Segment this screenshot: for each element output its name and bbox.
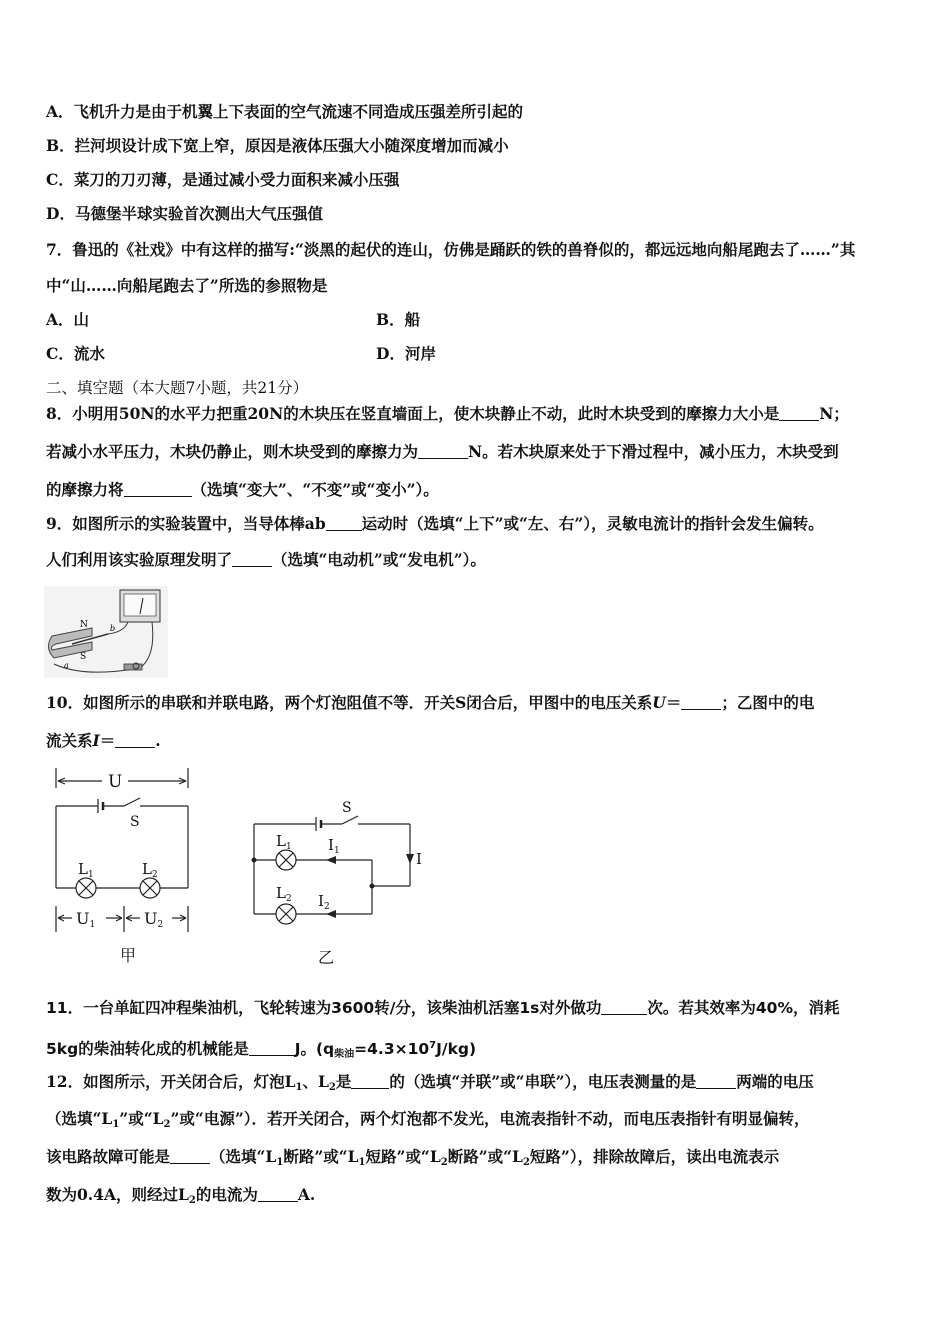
q9-blank-1[interactable] (326, 515, 362, 531)
label-yi: 乙 (318, 948, 335, 967)
q12-text: 短路”或“L (365, 1147, 441, 1166)
label-l2-yi (276, 884, 292, 904)
jia-switch-blade (124, 798, 140, 806)
q10-text: ＝ (665, 693, 682, 712)
q12-text: 的电流为 (195, 1185, 258, 1204)
label-i2 (318, 892, 330, 912)
label-s-jia: S (130, 814, 140, 830)
yi-node-right (370, 884, 375, 889)
q8-blank-1[interactable] (779, 405, 819, 421)
q7-stem-line1: 7．鲁迅的《社戏》中有这样的描写:“淡黑的起伏的连山，仿佛是踊跃的铁的兽脊似的，都远远地向船尾跑去了……”其 (46, 240, 856, 259)
u1-letter: U (76, 909, 90, 928)
q12-text: ”或“L (119, 1109, 164, 1128)
rod-end-b-label: b (110, 624, 116, 633)
label-l2-jia (142, 860, 158, 880)
l1-yi-sub: 1 (285, 842, 292, 852)
q7-option-b: B．船 (376, 310, 421, 329)
q7-option-c: C．流水 (46, 344, 105, 363)
q9-line1 (46, 514, 824, 534)
q12-text: 、L (302, 1072, 329, 1091)
q12-text: 该电路故障可能是 (46, 1147, 171, 1166)
q10-line2 (46, 731, 161, 751)
q6-option-d: D．马德堡半球实验首次测出大气压强值 (46, 204, 323, 223)
q12-blank-2[interactable] (696, 1073, 736, 1089)
q12-line4 (46, 1185, 315, 1211)
yi-lamp-l2-cross (279, 907, 293, 921)
q12-text: 的（选填“并联”或“串联”），电压表测量的是 (389, 1072, 697, 1091)
label-l1-jia (78, 860, 94, 880)
q12-sub: 2 (440, 1157, 448, 1168)
q12-text: （选填“L (210, 1147, 277, 1166)
q12-line1 (46, 1072, 814, 1098)
q9-text: 运动时（选填“上下”或“左、右”），灵敏电流计的指针会发生偏转。 (361, 514, 824, 533)
q12-text: 断路”或“L (447, 1147, 523, 1166)
q10-text: ；乙图中的电 (721, 693, 815, 712)
l2-jia-letter: L (142, 860, 152, 878)
l2-yi-sub: 2 (285, 894, 292, 904)
jia-lamp-l1-cross (79, 881, 93, 895)
l1-jia-letter: L (78, 860, 88, 878)
q10-var-u: U (652, 693, 666, 712)
u1-sub: 1 (89, 920, 96, 930)
q11-text: 次。若其效率为40%，消耗 (647, 999, 840, 1017)
rod-end-a-label: a (64, 661, 69, 670)
q12-text: 断路”或“L (283, 1147, 359, 1166)
q11-line2 (46, 1036, 476, 1065)
q12-sub: 2 (188, 1195, 196, 1206)
q12-text: 是 (335, 1072, 352, 1091)
q12-line3 (46, 1147, 779, 1173)
q7-option-a: A．山 (46, 310, 90, 329)
q12-line2 (46, 1109, 810, 1135)
q11-text: J/kg) (436, 1040, 477, 1058)
yi-current-arrow-i (406, 854, 414, 864)
q12-text: 数为0.4A，则经过L (46, 1185, 189, 1204)
q8-line3 (46, 480, 439, 500)
q6-option-c: C．菜刀的刀刃薄，是通过减小受力面积来减小压强 (46, 170, 400, 189)
q12-text: （选填“L (46, 1109, 113, 1128)
section-heading: 二、填空题（本大题7小题，共21分） (46, 379, 309, 397)
label-i: I (416, 850, 422, 868)
q8-blank-2[interactable] (418, 443, 468, 459)
i2-letter: I (318, 892, 324, 910)
q6-option-a: A．飞机升力是由于机翼上下表面的空气流速不同造成压强差所引起的 (46, 102, 524, 121)
i1-sub: 1 (333, 846, 340, 856)
yi-switch-blade (342, 816, 358, 824)
q12-blank-1[interactable] (351, 1073, 389, 1089)
q10-blank-2[interactable] (115, 732, 155, 748)
jia-lamp-l2-cross (143, 881, 157, 895)
magnet-n-label: N (80, 620, 88, 630)
label-jia: 甲 (120, 946, 137, 965)
q10-circuit-figure (40, 762, 440, 972)
q6-option-b: B．拦河坝设计成下宽上窄，原因是液体压强大小随深度增加而减小 (46, 136, 509, 155)
q12-text: 两端的电压 (736, 1072, 814, 1091)
q9-text: （选填“电动机”或“发电机”）。 (272, 550, 486, 569)
q7-options-row2 (46, 344, 436, 364)
yi-node-left (252, 858, 257, 863)
q7-stem-line2: 中“山……向船尾跑去了”所选的参照物是 (46, 276, 328, 295)
q12-sub: 1 (276, 1157, 284, 1168)
l1-yi-letter: L (276, 832, 286, 850)
q10-line1 (46, 693, 814, 713)
q12-blank-3[interactable] (170, 1148, 210, 1164)
q8-text: N； (819, 404, 849, 423)
q12-sub: 2 (163, 1119, 171, 1130)
q12-sub: 1 (295, 1082, 303, 1093)
q12-blank-4[interactable] (258, 1186, 298, 1202)
q9-text: 9．如图所示的实验装置中，当导体棒ab (46, 514, 326, 533)
q9-text: 人们利用该实验原理发明了 (46, 550, 233, 569)
q11-text: 11．一台单缸四冲程柴油机，飞轮转速为3600转/分，该柴油机活塞1s对外做功 (46, 999, 602, 1017)
q10-text: 流关系 (46, 731, 93, 750)
q8-line1 (46, 404, 849, 424)
q11-text: =4.3×10 (354, 1040, 430, 1058)
l2-jia-sub: 2 (151, 870, 158, 880)
q8-blank-3[interactable] (124, 481, 192, 497)
l1-jia-sub: 1 (87, 870, 94, 880)
label-u1 (76, 909, 95, 930)
q10-var-i: I (92, 731, 100, 750)
q8-text: 的摩擦力将 (46, 480, 124, 499)
q11-line1 (46, 998, 840, 1018)
q10-text: ＝ (99, 731, 116, 750)
q11-text: J。(q (294, 1040, 335, 1058)
q10-text: . (155, 731, 161, 750)
q9-figure-induction-apparatus (44, 586, 168, 678)
q12-text: 12．如图所示，开关闭合后，灯泡L (46, 1072, 296, 1091)
u2-letter: U (144, 909, 158, 928)
q12-text: ”或“电源”）．若开关闭合，两个灯泡都不发光，电流表指针不动，而电压表指针有明显偏转， (170, 1109, 810, 1128)
u2-sub: 2 (157, 920, 164, 930)
label-u: U (108, 772, 123, 792)
q8-text: 8．小明用50N的水平力把重20N的木块压在竖直墙面上，使木块静止不动，此时木块受到的摩擦力大小是 (46, 404, 780, 423)
q9-line2 (46, 550, 486, 570)
q11-blank-2[interactable] (249, 1040, 295, 1056)
q11-sup-exponent: 7 (429, 1040, 437, 1051)
label-s-yi: S (342, 800, 352, 816)
label-i1 (328, 836, 340, 856)
q11-text: 5kg的柴油转化成的机械能是 (46, 1040, 249, 1058)
q7-options-row1 (46, 310, 421, 330)
magnet-s-label: S (80, 652, 87, 662)
yi-lamp-l1-cross (279, 853, 293, 867)
q11-sub-diesel: 柴油 (334, 1049, 355, 1060)
i1-letter: I (328, 836, 334, 854)
q7-option-d: D．河岸 (376, 344, 436, 363)
l2-yi-letter: L (276, 884, 286, 902)
q12-sub: 2 (522, 1157, 530, 1168)
q12-text: 短路”），排除故障后，读出电流表示 (529, 1147, 780, 1166)
q8-line2 (46, 442, 839, 462)
q10-blank-1[interactable] (681, 694, 721, 710)
q10-text: 10．如图所示的串联和并联电路，两个灯泡阻值不等．开关S闭合后，甲图中的电压关系 (46, 693, 653, 712)
label-l1-yi (276, 832, 292, 852)
q8-text: 若减小水平压力，木块仍静止，则木块受到的摩擦力为 (46, 442, 419, 461)
q12-text: A. (297, 1185, 316, 1204)
yi-current-arrow-i1 (326, 856, 336, 864)
q9-blank-2[interactable] (232, 551, 272, 567)
q12-sub: 2 (328, 1082, 336, 1093)
q8-text: （选填“变大”、“不变”或“变小”）。 (191, 480, 439, 499)
q11-blank-1[interactable] (601, 999, 647, 1015)
q8-text: N。若木块原来处于下滑过程中，减小压力，木块受到 (468, 442, 839, 461)
q12-sub: 1 (112, 1119, 120, 1130)
label-u2 (144, 909, 163, 930)
q12-sub: 1 (358, 1157, 366, 1168)
i2-sub: 2 (323, 902, 330, 912)
